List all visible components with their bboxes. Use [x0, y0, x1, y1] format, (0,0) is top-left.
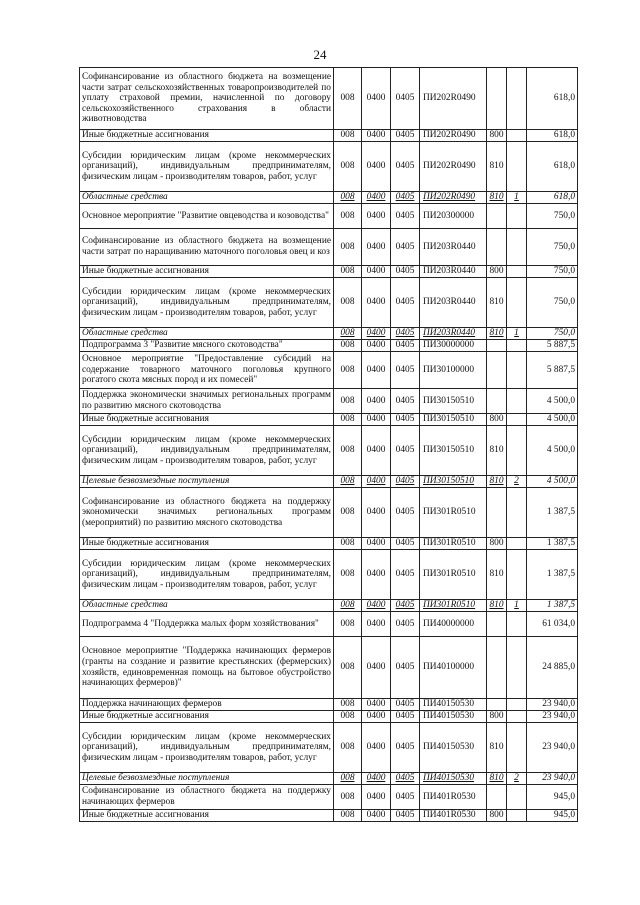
row-grbs-code: 008	[334, 68, 362, 130]
row-funding-source	[507, 204, 527, 229]
table-row	[80, 785, 578, 810]
row-amount: 4 500,0	[527, 426, 578, 476]
row-section-code: 0400	[362, 699, 391, 711]
row-section-code: 0400	[362, 229, 391, 266]
row-target-article: ПИ301R0510	[420, 600, 487, 612]
row-amount: 23 940,0	[527, 723, 578, 773]
row-section-code: 0400	[362, 389, 391, 414]
row-funding-source	[507, 130, 527, 142]
table-row	[80, 389, 578, 414]
row-grbs-code: 008	[334, 773, 362, 785]
row-section-code: 0400	[362, 278, 391, 328]
row-subsection-code: 0405	[391, 711, 420, 723]
row-amount: 750,0	[527, 278, 578, 328]
row-target-article: ПИ30150510	[420, 389, 487, 414]
row-amount: 5 887,5	[527, 340, 578, 352]
row-grbs-code: 008	[334, 204, 362, 229]
table-row	[80, 699, 578, 711]
row-subsection-code: 0405	[391, 810, 420, 822]
row-subsection-code: 0405	[391, 68, 420, 130]
row-amount: 618,0	[527, 130, 578, 142]
row-target-article: ПИ202R0490	[420, 130, 487, 142]
row-amount: 1 387,5	[527, 550, 578, 600]
row-section-code: 0400	[362, 352, 391, 389]
row-subsection-code: 0405	[391, 192, 420, 204]
row-subsection-code: 0405	[391, 699, 420, 711]
table-row	[80, 550, 578, 600]
row-expense-type: 810	[487, 328, 507, 340]
row-funding-source	[507, 389, 527, 414]
row-target-article: ПИ202R0490	[420, 142, 487, 192]
table-row	[80, 340, 578, 352]
budget-table	[79, 67, 578, 822]
row-expense-type: 810	[487, 723, 507, 773]
row-funding-source	[507, 278, 527, 328]
row-section-code: 0400	[362, 637, 391, 699]
row-name: Иные бюджетные ассигнования	[80, 130, 334, 142]
row-target-article: ПИ203R0440	[420, 278, 487, 328]
row-grbs-code: 008	[334, 476, 362, 488]
row-expense-type: 800	[487, 414, 507, 426]
table-row	[80, 278, 578, 328]
row-expense-type: 810	[487, 600, 507, 612]
row-amount: 23 940,0	[527, 711, 578, 723]
row-grbs-code: 008	[334, 488, 362, 538]
row-name: Поддержка экономически значимых региональных программ по развитию мясного скотоводства	[80, 389, 334, 414]
row-name: Поддержка начинающих фермеров	[80, 699, 334, 711]
row-amount: 23 940,0	[527, 773, 578, 785]
row-name: Субсидии юридическим лицам (кроме некоммерческих организаций), индивидуальным предпринимателям, физическим лицам - производителям товаров, работ, услуг	[80, 426, 334, 476]
row-expense-type	[487, 68, 507, 130]
row-expense-type: 810	[487, 476, 507, 488]
row-target-article: ПИ30000000	[420, 340, 487, 352]
row-name: Иные бюджетные ассигнования	[80, 414, 334, 426]
row-name: Софинансирование из областного бюджета на поддержку экономически значимых региональных программ (мероприятий) по развитию мясного скотоводства	[80, 488, 334, 538]
row-target-article: ПИ203R0440	[420, 266, 487, 278]
table-row	[80, 68, 578, 130]
row-amount: 750,0	[527, 328, 578, 340]
row-section-code: 0400	[362, 204, 391, 229]
row-grbs-code: 008	[334, 550, 362, 600]
table-row	[80, 488, 578, 538]
row-section-code: 0400	[362, 142, 391, 192]
row-subsection-code: 0405	[391, 130, 420, 142]
row-subsection-code: 0405	[391, 773, 420, 785]
row-funding-source	[507, 229, 527, 266]
row-grbs-code: 008	[334, 266, 362, 278]
row-subsection-code: 0405	[391, 278, 420, 328]
row-target-article: ПИ40150530	[420, 723, 487, 773]
table-row	[80, 229, 578, 266]
row-amount: 750,0	[527, 229, 578, 266]
row-target-article: ПИ30100000	[420, 352, 487, 389]
row-target-article: ПИ202R0490	[420, 68, 487, 130]
row-subsection-code: 0405	[391, 785, 420, 810]
row-grbs-code: 008	[334, 130, 362, 142]
row-amount: 618,0	[527, 142, 578, 192]
row-subsection-code: 0405	[391, 612, 420, 637]
row-section-code: 0400	[362, 810, 391, 822]
row-target-article: ПИ401R0530	[420, 810, 487, 822]
row-amount: 1 387,5	[527, 488, 578, 538]
table-row	[80, 130, 578, 142]
row-subsection-code: 0405	[391, 538, 420, 550]
row-amount: 24 885,0	[527, 637, 578, 699]
row-name: Субсидии юридическим лицам (кроме некоммерческих организаций), индивидуальным предпринимателям, физическим лицам - производителям товаров, работ, услуг	[80, 142, 334, 192]
table-row	[80, 266, 578, 278]
row-target-article: ПИ301R0510	[420, 538, 487, 550]
row-name: Софинансирование из областного бюджета на поддержку начинающих фермеров	[80, 785, 334, 810]
row-target-article: ПИ20300000	[420, 204, 487, 229]
row-section-code: 0400	[362, 476, 391, 488]
row-section-code: 0400	[362, 426, 391, 476]
row-grbs-code: 008	[334, 538, 362, 550]
row-section-code: 0400	[362, 266, 391, 278]
row-grbs-code: 008	[334, 711, 362, 723]
row-subsection-code: 0405	[391, 340, 420, 352]
row-name: Софинансирование из областного бюджета на возмещение части затрат сельскохозяйственных товаропроизводителей по уплату страховой премии, начисленной по договору сельскохозяйственного страхования в области животноводства	[80, 68, 334, 130]
row-grbs-code: 008	[334, 637, 362, 699]
row-expense-type: 800	[487, 266, 507, 278]
row-section-code: 0400	[362, 612, 391, 637]
row-section-code: 0400	[362, 785, 391, 810]
row-subsection-code: 0405	[391, 266, 420, 278]
table-row	[80, 637, 578, 699]
row-grbs-code: 008	[334, 192, 362, 204]
row-subsection-code: 0405	[391, 723, 420, 773]
row-amount: 23 940,0	[527, 699, 578, 711]
row-funding-source: 1	[507, 328, 527, 340]
row-target-article: ПИ30150510	[420, 426, 487, 476]
page-number: 24	[313, 47, 327, 62]
row-subsection-code: 0405	[391, 229, 420, 266]
row-funding-source	[507, 723, 527, 773]
row-funding-source	[507, 637, 527, 699]
row-target-article: ПИ40150530	[420, 699, 487, 711]
row-grbs-code: 008	[334, 426, 362, 476]
row-amount: 1 387,5	[527, 600, 578, 612]
row-section-code: 0400	[362, 192, 391, 204]
row-subsection-code: 0405	[391, 142, 420, 192]
row-expense-type	[487, 340, 507, 352]
row-amount: 4 500,0	[527, 414, 578, 426]
row-section-code: 0400	[362, 711, 391, 723]
row-target-article: ПИ202R0490	[420, 192, 487, 204]
row-funding-source: 1	[507, 192, 527, 204]
row-expense-type: 810	[487, 550, 507, 600]
row-grbs-code: 008	[334, 785, 362, 810]
table-row	[80, 723, 578, 773]
table-row	[80, 612, 578, 637]
row-grbs-code: 008	[334, 414, 362, 426]
row-expense-type: 800	[487, 810, 507, 822]
row-expense-type: 810	[487, 278, 507, 328]
row-section-code: 0400	[362, 328, 391, 340]
row-grbs-code: 008	[334, 142, 362, 192]
row-name: Целевые безвозмездные поступления	[80, 773, 334, 785]
row-name: Софинансирование из областного бюджета на возмещение части затрат по наращиванию маточного поголовья овец и коз	[80, 229, 334, 266]
row-expense-type	[487, 204, 507, 229]
row-amount: 4 500,0	[527, 476, 578, 488]
row-subsection-code: 0405	[391, 352, 420, 389]
row-section-code: 0400	[362, 550, 391, 600]
row-expense-type: 800	[487, 130, 507, 142]
row-amount: 618,0	[527, 192, 578, 204]
row-amount: 945,0	[527, 785, 578, 810]
row-subsection-code: 0405	[391, 476, 420, 488]
row-subsection-code: 0405	[391, 426, 420, 476]
row-name: Иные бюджетные ассигнования	[80, 810, 334, 822]
row-grbs-code: 008	[334, 278, 362, 328]
row-amount: 945,0	[527, 810, 578, 822]
row-grbs-code: 008	[334, 723, 362, 773]
table-row	[80, 538, 578, 550]
row-funding-source	[507, 550, 527, 600]
row-expense-type: 810	[487, 426, 507, 476]
row-subsection-code: 0405	[391, 328, 420, 340]
table-row	[80, 600, 578, 612]
row-name: Подпрограмма 3 "Развитие мясного скотоводства"	[80, 340, 334, 352]
row-funding-source	[507, 142, 527, 192]
row-subsection-code: 0405	[391, 637, 420, 699]
row-section-code: 0400	[362, 68, 391, 130]
row-funding-source	[507, 810, 527, 822]
table-row	[80, 773, 578, 785]
row-funding-source: 1	[507, 600, 527, 612]
row-funding-source	[507, 488, 527, 538]
row-section-code: 0400	[362, 130, 391, 142]
row-expense-type	[487, 488, 507, 538]
row-section-code: 0400	[362, 723, 391, 773]
row-grbs-code: 008	[334, 612, 362, 637]
row-section-code: 0400	[362, 340, 391, 352]
row-grbs-code: 008	[334, 229, 362, 266]
row-funding-source	[507, 699, 527, 711]
table-row	[80, 711, 578, 723]
row-target-article: ПИ301R0510	[420, 550, 487, 600]
row-name: Субсидии юридическим лицам (кроме некоммерческих организаций), индивидуальным предпринимателям, физическим лицам - производителям товаров, работ, услуг	[80, 550, 334, 600]
row-expense-type: 810	[487, 773, 507, 785]
row-name: Подпрограмма 4 "Поддержка малых форм хозяйствования"	[80, 612, 334, 637]
row-target-article: ПИ30150510	[420, 476, 487, 488]
table-row	[80, 414, 578, 426]
table-row	[80, 476, 578, 488]
row-target-article: ПИ301R0510	[420, 488, 487, 538]
row-funding-source	[507, 785, 527, 810]
row-expense-type: 810	[487, 192, 507, 204]
row-target-article: ПИ40100000	[420, 637, 487, 699]
row-target-article: ПИ203R0440	[420, 229, 487, 266]
row-funding-source	[507, 426, 527, 476]
row-amount: 4 500,0	[527, 389, 578, 414]
row-grbs-code: 008	[334, 600, 362, 612]
row-expense-type: 810	[487, 142, 507, 192]
row-expense-type	[487, 229, 507, 266]
row-target-article: ПИ40150530	[420, 711, 487, 723]
row-grbs-code: 008	[334, 352, 362, 389]
row-subsection-code: 0405	[391, 488, 420, 538]
table-row	[80, 810, 578, 822]
row-name: Основное мероприятие "Развитие овцеводства и козоводства"	[80, 204, 334, 229]
table-row	[80, 192, 578, 204]
table-row	[80, 204, 578, 229]
budget-table-body	[80, 68, 578, 822]
row-amount: 5 887,5	[527, 352, 578, 389]
row-funding-source: 2	[507, 773, 527, 785]
row-funding-source	[507, 612, 527, 637]
row-name: Иные бюджетные ассигнования	[80, 538, 334, 550]
table-row	[80, 328, 578, 340]
row-amount: 618,0	[527, 68, 578, 130]
row-target-article: ПИ30150510	[420, 414, 487, 426]
row-section-code: 0400	[362, 414, 391, 426]
row-funding-source	[507, 68, 527, 130]
row-grbs-code: 008	[334, 699, 362, 711]
row-name: Основное мероприятие "Поддержка начинающих фермеров (гранты на создание и развитие крестьянских (фермерских) хозяйств, единовременная помощь на бытовое обустройство начинающих фермеров)"	[80, 637, 334, 699]
table-row	[80, 352, 578, 389]
row-expense-type: 800	[487, 711, 507, 723]
row-target-article: ПИ40150530	[420, 773, 487, 785]
row-grbs-code: 008	[334, 340, 362, 352]
row-amount: 750,0	[527, 204, 578, 229]
row-funding-source	[507, 538, 527, 550]
row-expense-type	[487, 389, 507, 414]
row-subsection-code: 0405	[391, 550, 420, 600]
row-expense-type	[487, 612, 507, 637]
row-funding-source	[507, 266, 527, 278]
row-grbs-code: 008	[334, 328, 362, 340]
row-name: Областные средства	[80, 328, 334, 340]
row-expense-type	[487, 699, 507, 711]
row-target-article: ПИ401R0530	[420, 785, 487, 810]
row-section-code: 0400	[362, 600, 391, 612]
row-target-article: ПИ203R0440	[420, 328, 487, 340]
row-grbs-code: 008	[334, 389, 362, 414]
row-name: Иные бюджетные ассигнования	[80, 266, 334, 278]
table-row	[80, 426, 578, 476]
row-subsection-code: 0405	[391, 600, 420, 612]
row-name: Иные бюджетные ассигнования	[80, 711, 334, 723]
row-section-code: 0400	[362, 773, 391, 785]
row-grbs-code: 008	[334, 810, 362, 822]
row-name: Субсидии юридическим лицам (кроме некоммерческих организаций), индивидуальным предпринимателям, физическим лицам - производителям товаров, работ, услуг	[80, 723, 334, 773]
row-amount: 61 034,0	[527, 612, 578, 637]
row-funding-source	[507, 352, 527, 389]
row-funding-source	[507, 414, 527, 426]
row-name: Областные средства	[80, 600, 334, 612]
row-subsection-code: 0405	[391, 414, 420, 426]
row-name: Областные средства	[80, 192, 334, 204]
row-expense-type: 800	[487, 538, 507, 550]
row-section-code: 0400	[362, 488, 391, 538]
row-subsection-code: 0405	[391, 389, 420, 414]
row-funding-source	[507, 340, 527, 352]
table-row	[80, 142, 578, 192]
row-name: Субсидии юридическим лицам (кроме некоммерческих организаций), индивидуальным предпринимателям, физическим лицам - производителям товаров, работ, услуг	[80, 278, 334, 328]
row-funding-source	[507, 711, 527, 723]
row-expense-type	[487, 785, 507, 810]
row-expense-type	[487, 352, 507, 389]
row-amount: 750,0	[527, 266, 578, 278]
row-name: Целевые безвозмездные поступления	[80, 476, 334, 488]
row-section-code: 0400	[362, 538, 391, 550]
row-target-article: ПИ40000000	[420, 612, 487, 637]
row-subsection-code: 0405	[391, 204, 420, 229]
row-expense-type	[487, 637, 507, 699]
row-funding-source: 2	[507, 476, 527, 488]
row-amount: 1 387,5	[527, 538, 578, 550]
row-name: Основное мероприятие "Предоставление субсидий на содержание товарного маточного поголовья крупного рогатого скота мясных пород и их помесей"	[80, 352, 334, 389]
